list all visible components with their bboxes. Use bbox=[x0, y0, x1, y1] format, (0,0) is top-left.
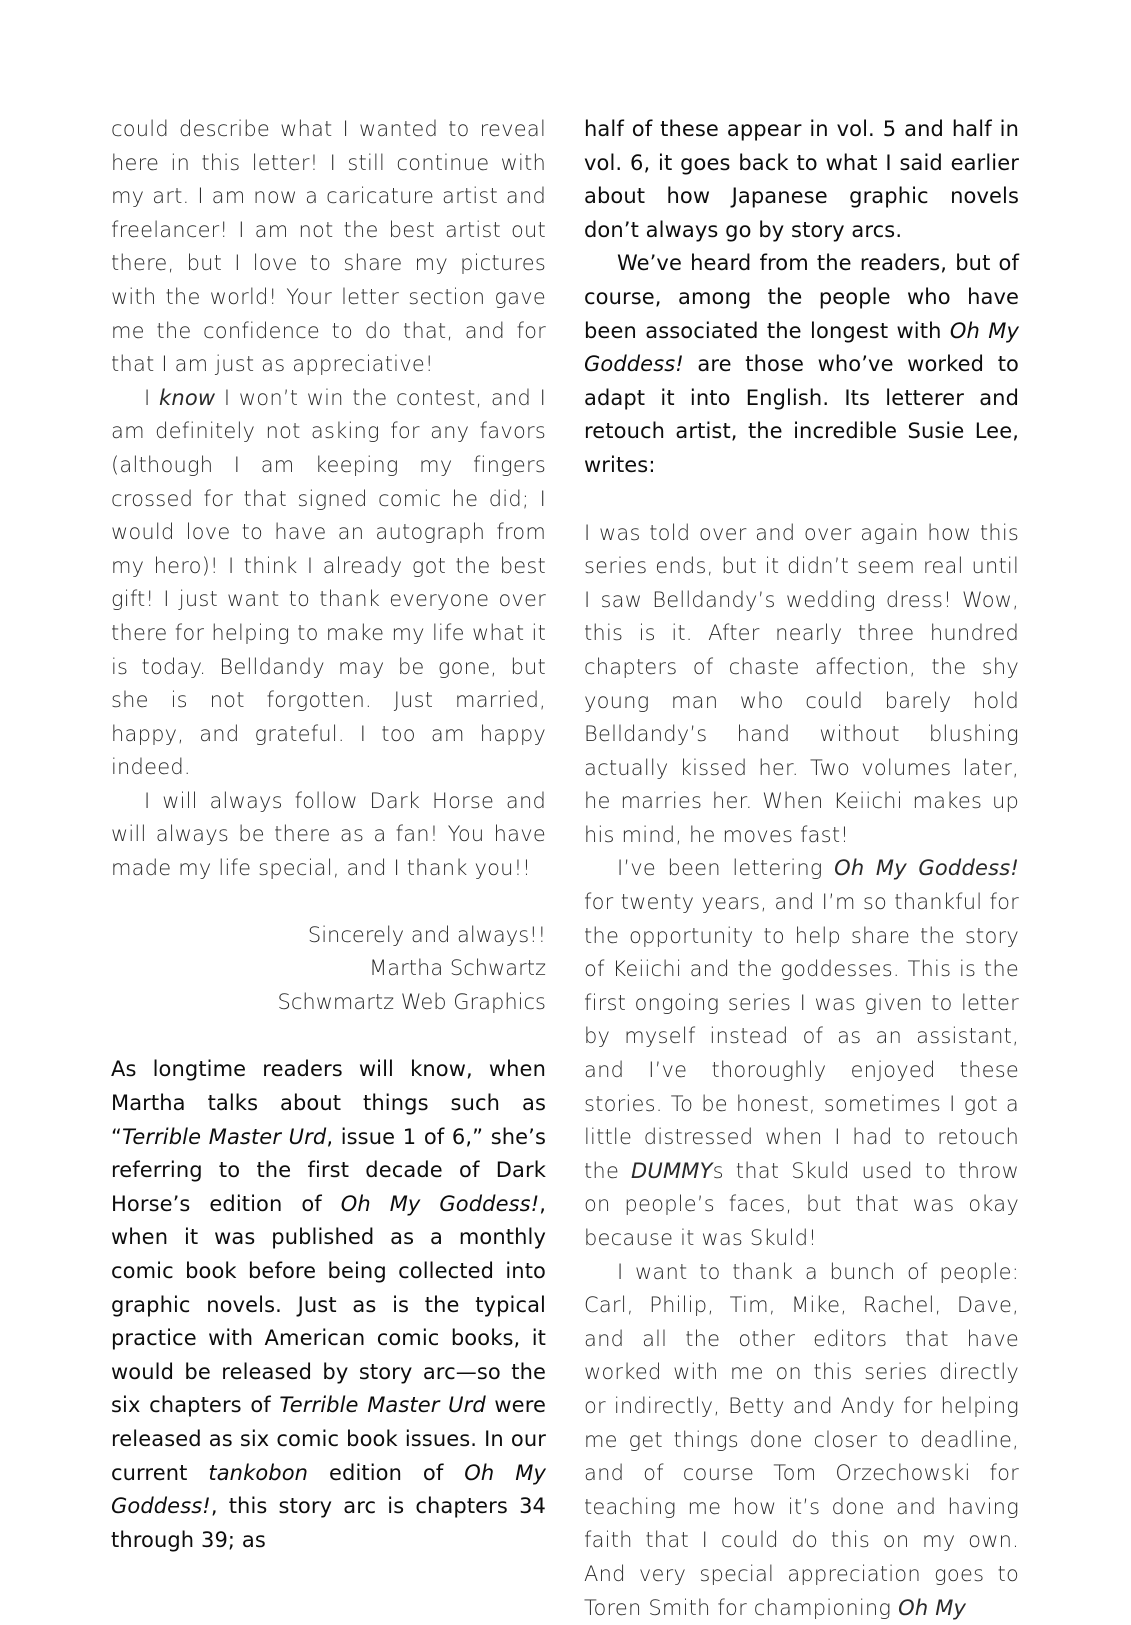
right-column bbox=[584, 113, 1019, 1625]
signer-name: Martha Schwartz bbox=[369, 956, 546, 981]
letter-signature bbox=[111, 919, 546, 1020]
left-column bbox=[111, 113, 546, 1557]
letter-paragraph: I will always follow Dark Horse and will always be there as a fan! You have made my life special, and I thank you!! bbox=[111, 788, 546, 881]
editor-paragraph: half of these appear in vol. 5 and half in vol. 6, it goes back to what I said earlier about how Japanese graphic novels don’t always go by story arcs. bbox=[584, 117, 1019, 242]
susie-paragraph: I’ve been lettering Oh My Goddess! for twenty years, and I’m so thankful for the opportunity to help share the story of Keiichi and the goddesses. This is the first ongoing series I was given to letter by myself instead of as an assistant, and I’ve thoroughly enjoyed these stories. To be honest, sometimes I got a little distressed when I had to retouch the DUMMYs that Skuld used to throw on people’s faces, but that was okay because it was Skuld! bbox=[584, 856, 1019, 1250]
letter-paragraph: could describe what I wanted to reveal here in this letter! I still continue with my art. I am now a caricature artist and freelancer! I am not the best artist out there, but I love to share my pictures with the world! Your letter section gave me the confidence to do that, and for that I am just as appreciative! bbox=[111, 117, 546, 377]
susie-paragraph: I want to thank a bunch of people: Carl, Philip, Tim, Mike, Rachel, Dave, and all the other editors that have worked with me on this series directly or indirectly, Betty and Andy for helping me get things done closer to deadline, and of course Tom Orzechowski for teaching me how it’s done and having faith that I could do this on my own. And very special appreciation goes to Toren Smith for championing Oh My bbox=[584, 1259, 1019, 1620]
editor-paragraph: We’ve heard from the readers, but of course, among the people who have been associated the longest with Oh My Goddess! are those who’ve worked to adapt it into English. Its letterer and retouch artist, the incredible Susie Lee, writes: bbox=[584, 251, 1020, 477]
susie-paragraph: I was told over and over again how this series ends, but it didn’t seem real until I saw Belldandy’s wedding dress! Wow, this is it. After nearly three hundred chapters of chaste affection, the shy young man who could barely hold Belldandy’s hand without blushing actually kissed her. Two volumes later, he marries her. When Keiichi makes up his mind, he moves fast! bbox=[584, 520, 1019, 847]
editor-paragraph: As longtime readers will know, when Martha talks about things such as “Terrible Master Urd, issue 1 of 6,” she’s referring to the first decade of Dark Horse’s edition of Oh My Goddess!, when it was published as a monthly comic book before being collected into graphic novels. Just as is the typical practice with American comic books, it would be released by story arc—so the six chapters of Terrible Master Urd were released as six comic book issues. In our current tankobon edition of Oh My Goddess!, this story arc is chapters 34 through 39; as bbox=[111, 1057, 546, 1552]
signer-company: Schwmartz Web Graphics bbox=[277, 989, 546, 1014]
letter-paragraph: I know I won’t win the contest, and I am definitely not asking for any favors (although I am keeping my fingers crossed for that signed comic he did; I would love to have an autograph from my hero)! I think I already got the best gift! I just want to thank everyone over there for helping to make my life what it is today. Belldandy may be gone, but she is not forgotten. Just married, happy, and grateful. I too am happy indeed. bbox=[111, 385, 546, 780]
signoff-line: Sincerely and always!! bbox=[307, 922, 546, 947]
